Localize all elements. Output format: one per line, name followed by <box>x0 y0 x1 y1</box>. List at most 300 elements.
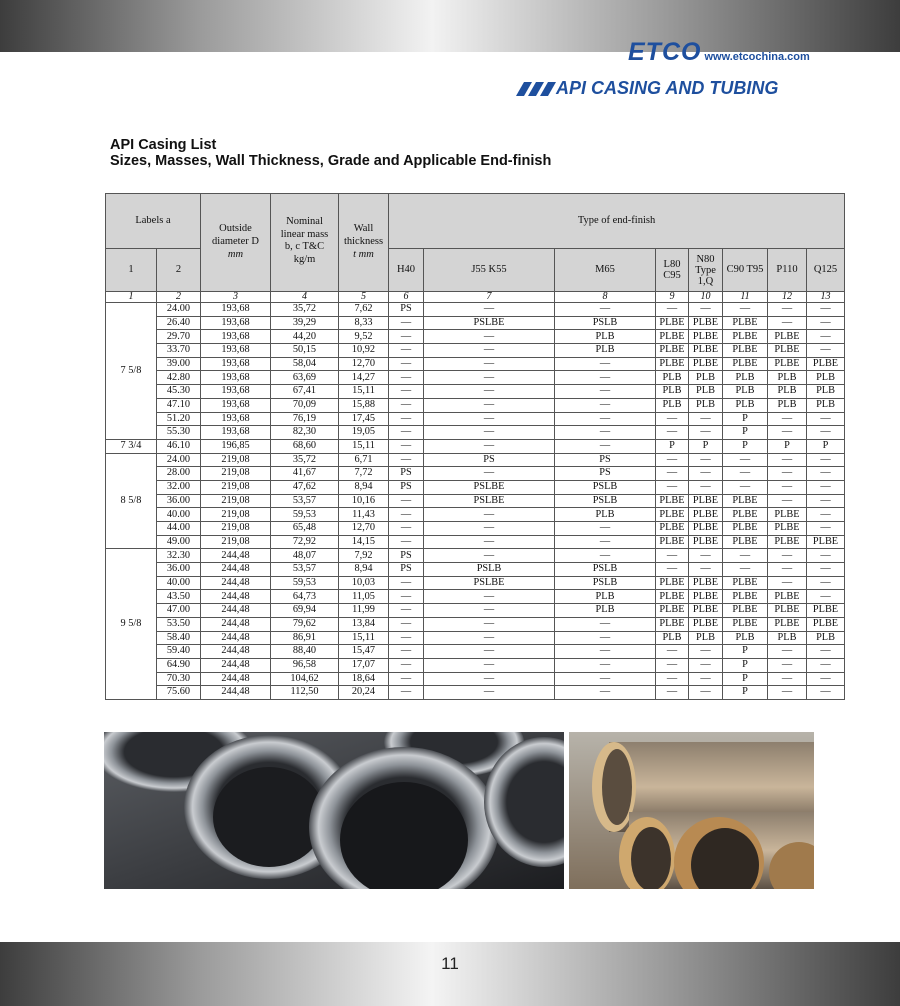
table-cell: 17,07 <box>339 658 389 672</box>
table-cell: 72,92 <box>271 535 339 549</box>
table-cell: 244,48 <box>201 617 271 631</box>
size-label: 7 3/4 <box>106 439 157 453</box>
table-cell: 14,27 <box>339 371 389 385</box>
table-cell: — <box>389 357 424 371</box>
table-cell: — <box>768 494 807 508</box>
table-row <box>106 344 845 358</box>
table-cell: 86,91 <box>271 631 339 645</box>
table-row <box>106 645 845 659</box>
table-cell: — <box>424 590 555 604</box>
column-number: 5 <box>339 292 389 303</box>
table-cell: PLBE <box>723 535 768 549</box>
table-cell: PSLBE <box>424 494 555 508</box>
table-cell: PLBE <box>723 494 768 508</box>
table-cell: PLBE <box>807 357 845 371</box>
size-label: 7 5/8 <box>106 303 157 440</box>
table-cell: 244,48 <box>201 672 271 686</box>
table-cell: P <box>723 658 768 672</box>
table-cell: 196,85 <box>201 439 271 453</box>
column-number: 6 <box>389 292 424 303</box>
table-cell: 10,16 <box>339 494 389 508</box>
brand-block <box>628 38 810 67</box>
table-cell: — <box>807 576 845 590</box>
table-row <box>106 617 845 631</box>
table-cell: PLB <box>807 371 845 385</box>
table-cell: 193,68 <box>201 371 271 385</box>
table-cell: PLBE <box>723 590 768 604</box>
table-cell: PLB <box>656 371 689 385</box>
table-cell: PLBE <box>723 344 768 358</box>
table-row <box>106 398 845 412</box>
table-cell: — <box>723 467 768 481</box>
table-cell: 70.30 <box>157 672 201 686</box>
table-cell: — <box>555 426 656 440</box>
table-cell: 59,53 <box>271 576 339 590</box>
table-cell: 219,08 <box>201 453 271 467</box>
table-cell: — <box>424 522 555 536</box>
table-cell: PSLB <box>555 316 656 330</box>
table-cell: 24.00 <box>157 303 201 317</box>
table-cell: — <box>555 686 656 700</box>
table-cell: — <box>656 549 689 563</box>
table-cell: PLBE <box>656 604 689 618</box>
table-cell: PLBE <box>723 508 768 522</box>
table-cell: — <box>723 303 768 317</box>
table-cell: PSLB <box>555 576 656 590</box>
table-cell: 68,60 <box>271 439 339 453</box>
table-cell: PS <box>389 480 424 494</box>
table-cell: — <box>656 672 689 686</box>
table-cell: 219,08 <box>201 494 271 508</box>
table-cell: 244,48 <box>201 686 271 700</box>
table-cell: — <box>656 412 689 426</box>
table-cell: 244,48 <box>201 645 271 659</box>
table-cell: 11,99 <box>339 604 389 618</box>
table-cell: PLBE <box>656 494 689 508</box>
table-cell: 35,72 <box>271 303 339 317</box>
table-cell: PLBE <box>689 590 723 604</box>
table-cell: PLBE <box>768 357 807 371</box>
table-row <box>106 439 845 453</box>
table-row <box>106 522 845 536</box>
table-cell: 36.00 <box>157 494 201 508</box>
table-row <box>106 453 845 467</box>
table-cell: P <box>807 439 845 453</box>
table-cell: 64,73 <box>271 590 339 604</box>
table-cell: — <box>807 686 845 700</box>
table-cell: PLBE <box>807 617 845 631</box>
table-row <box>106 412 845 426</box>
table-cell: — <box>424 631 555 645</box>
table-cell: — <box>389 385 424 399</box>
table-cell: — <box>555 535 656 549</box>
table-cell: PLBE <box>689 494 723 508</box>
section-title: API CASING AND TUBING <box>556 78 779 98</box>
table-cell: P <box>723 439 768 453</box>
table-cell: PLBE <box>807 535 845 549</box>
table-cell: 193,68 <box>201 412 271 426</box>
table-cell: PLBE <box>768 344 807 358</box>
table-cell: 15,11 <box>339 385 389 399</box>
column-number: 10 <box>689 292 723 303</box>
sub-label-1: 1 <box>106 249 157 292</box>
table-cell: — <box>807 467 845 481</box>
table-cell: 6,71 <box>339 453 389 467</box>
table-cell: 26.40 <box>157 316 201 330</box>
table-cell: PLBE <box>656 590 689 604</box>
table-cell: PLBE <box>723 357 768 371</box>
column-number: 2 <box>157 292 201 303</box>
table-cell: 219,08 <box>201 508 271 522</box>
table-cell: — <box>555 357 656 371</box>
table-cell: 40.00 <box>157 508 201 522</box>
table-cell: — <box>424 371 555 385</box>
table-cell: 33.70 <box>157 344 201 358</box>
table-cell: 7,92 <box>339 549 389 563</box>
table-cell: — <box>389 590 424 604</box>
table-cell: — <box>768 686 807 700</box>
table-cell: 58,04 <box>271 357 339 371</box>
table-cell: — <box>768 412 807 426</box>
table-cell: — <box>424 385 555 399</box>
table-cell: — <box>555 645 656 659</box>
table-cell: — <box>555 631 656 645</box>
size-label: 8 5/8 <box>106 453 157 549</box>
table-cell: — <box>424 604 555 618</box>
table-cell: 244,48 <box>201 590 271 604</box>
table-row <box>106 576 845 590</box>
table-cell: 44,20 <box>271 330 339 344</box>
casing-table <box>105 193 845 700</box>
table-cell: — <box>555 439 656 453</box>
table-cell: 10,92 <box>339 344 389 358</box>
table-cell: — <box>656 658 689 672</box>
table-cell: PLBE <box>723 617 768 631</box>
table-row <box>106 686 845 700</box>
table-cell: PLBE <box>768 522 807 536</box>
table-cell: — <box>555 398 656 412</box>
table-cell: 15,11 <box>339 631 389 645</box>
table-cell: 53.50 <box>157 617 201 631</box>
table-cell: P <box>723 645 768 659</box>
table-cell: — <box>555 672 656 686</box>
table-cell: 244,48 <box>201 631 271 645</box>
table-row <box>106 357 845 371</box>
od-header: Outside diameter D mm <box>201 194 271 292</box>
table-cell: 219,08 <box>201 480 271 494</box>
column-number: 13 <box>807 292 845 303</box>
table-cell: 69,94 <box>271 604 339 618</box>
table-cell: — <box>555 412 656 426</box>
table-cell: 219,08 <box>201 522 271 536</box>
table-cell: 35,72 <box>271 453 339 467</box>
table-cell: — <box>424 467 555 481</box>
table-cell: 17,45 <box>339 412 389 426</box>
table-cell: PLB <box>555 604 656 618</box>
table-cell: PLB <box>656 631 689 645</box>
table-row <box>106 563 845 577</box>
photo-casing-pipes <box>569 732 814 889</box>
table-cell: 244,48 <box>201 658 271 672</box>
table-cell: PLBE <box>656 344 689 358</box>
table-cell: PSLB <box>555 480 656 494</box>
table-cell: PLBE <box>723 576 768 590</box>
table-cell: 193,68 <box>201 385 271 399</box>
table-cell: — <box>656 480 689 494</box>
table-cell: P <box>723 412 768 426</box>
table-cell: — <box>768 480 807 494</box>
table-cell: — <box>424 686 555 700</box>
table-cell: — <box>424 658 555 672</box>
table-cell: PLB <box>555 330 656 344</box>
table-cell: 47.00 <box>157 604 201 618</box>
table-cell: 50,15 <box>271 344 339 358</box>
table-cell: 193,68 <box>201 426 271 440</box>
table-row <box>106 426 845 440</box>
size-label: 9 5/8 <box>106 549 157 700</box>
table-cell: — <box>656 303 689 317</box>
table-cell: — <box>723 480 768 494</box>
table-cell: 8,33 <box>339 316 389 330</box>
column-number: 1 <box>106 292 157 303</box>
stripes-icon <box>516 82 556 96</box>
table-cell: 43.50 <box>157 590 201 604</box>
table-cell: — <box>389 398 424 412</box>
table-cell: 15,11 <box>339 439 389 453</box>
table-cell: 8,94 <box>339 563 389 577</box>
table-cell: 49.00 <box>157 535 201 549</box>
table-cell: 193,68 <box>201 303 271 317</box>
table-cell: 193,68 <box>201 357 271 371</box>
table-cell: P <box>723 686 768 700</box>
table-row <box>106 316 845 330</box>
column-number: 7 <box>424 292 555 303</box>
grade-n80: N80 Type 1,Q <box>689 249 723 292</box>
table-cell: 48,07 <box>271 549 339 563</box>
table-cell: 64.90 <box>157 658 201 672</box>
table-cell: — <box>656 467 689 481</box>
table-cell: — <box>389 631 424 645</box>
table-cell: — <box>424 617 555 631</box>
bottom-gradient-bar <box>0 942 900 1006</box>
table-cell: PLB <box>768 371 807 385</box>
table-cell: — <box>656 645 689 659</box>
table-cell: PLBE <box>689 576 723 590</box>
grade-p110: P110 <box>768 249 807 292</box>
table-cell: — <box>389 522 424 536</box>
table-cell: 53,57 <box>271 494 339 508</box>
table-cell: 39,29 <box>271 316 339 330</box>
table-cell: 28.00 <box>157 467 201 481</box>
table-cell: — <box>768 303 807 317</box>
table-cell: PLB <box>768 631 807 645</box>
table-cell: P <box>656 439 689 453</box>
table-cell: — <box>807 453 845 467</box>
table-cell: PLBE <box>689 316 723 330</box>
table-cell: 244,48 <box>201 576 271 590</box>
table-cell: 47.10 <box>157 398 201 412</box>
table-cell: PLBE <box>689 344 723 358</box>
table-cell: 32.30 <box>157 549 201 563</box>
table-cell: — <box>424 330 555 344</box>
table-row <box>106 371 845 385</box>
grade-c90: C90 T95 <box>723 249 768 292</box>
table-cell: — <box>807 480 845 494</box>
table-cell: — <box>807 549 845 563</box>
title-line-1: API Casing List <box>110 137 217 153</box>
photo-casing-couplings <box>104 732 564 889</box>
table-cell: — <box>424 303 555 317</box>
table-cell: — <box>689 426 723 440</box>
table-cell: — <box>689 658 723 672</box>
table-cell: — <box>389 672 424 686</box>
table-cell: — <box>424 357 555 371</box>
table-cell: PS <box>555 467 656 481</box>
table-cell: — <box>689 686 723 700</box>
table-cell: PLBE <box>656 576 689 590</box>
table-cell: PLB <box>555 590 656 604</box>
header-row-1 <box>106 194 845 249</box>
column-number: 3 <box>201 292 271 303</box>
table-cell: 59.40 <box>157 645 201 659</box>
table-cell: PLB <box>807 631 845 645</box>
table-cell: 41,67 <box>271 467 339 481</box>
table-cell: 24.00 <box>157 453 201 467</box>
table-cell: 29.70 <box>157 330 201 344</box>
website-url[interactable]: www.etcochina.com <box>704 51 810 63</box>
table-cell: PLBE <box>689 357 723 371</box>
table-cell: — <box>389 508 424 522</box>
table-cell: 82,30 <box>271 426 339 440</box>
table-cell: — <box>656 563 689 577</box>
table-cell: P <box>768 439 807 453</box>
table-cell: — <box>807 590 845 604</box>
table-cell: 76,19 <box>271 412 339 426</box>
table-cell: 12,70 <box>339 522 389 536</box>
table-cell: P <box>723 426 768 440</box>
table-row <box>106 535 845 549</box>
table-cell: 193,68 <box>201 330 271 344</box>
end-finish-header: Type of end-finish <box>389 194 845 249</box>
table-cell: PLBE <box>723 522 768 536</box>
table-cell: PLBE <box>689 508 723 522</box>
table-row <box>106 330 845 344</box>
table-cell: — <box>768 658 807 672</box>
table-cell: 46.10 <box>157 439 201 453</box>
etco-logo: ETCO <box>628 38 702 66</box>
table-cell: 12,70 <box>339 357 389 371</box>
table-cell: — <box>807 645 845 659</box>
table-cell: — <box>389 686 424 700</box>
table-cell: 219,08 <box>201 535 271 549</box>
mass-header: Nominal linear mass b, c T&C kg/m <box>271 194 339 292</box>
table-cell: 75.60 <box>157 686 201 700</box>
table-row <box>106 494 845 508</box>
table-cell: 193,68 <box>201 344 271 358</box>
table-cell: 88,40 <box>271 645 339 659</box>
table-cell: 45.30 <box>157 385 201 399</box>
table-cell: PS <box>555 453 656 467</box>
table-cell: — <box>555 385 656 399</box>
table-cell: 9,52 <box>339 330 389 344</box>
table-cell: PLBE <box>689 330 723 344</box>
table-cell: 59,53 <box>271 508 339 522</box>
table-cell: 65,48 <box>271 522 339 536</box>
table-cell: 7,62 <box>339 303 389 317</box>
table-cell: 58.40 <box>157 631 201 645</box>
table-cell: — <box>768 549 807 563</box>
table-cell: — <box>389 371 424 385</box>
grade-q125: Q125 <box>807 249 845 292</box>
table-cell: 32.00 <box>157 480 201 494</box>
table-cell: PLBE <box>689 522 723 536</box>
table-cell: 79,62 <box>271 617 339 631</box>
column-number: 11 <box>723 292 768 303</box>
table-cell: 47,62 <box>271 480 339 494</box>
grade-m65: M65 <box>555 249 656 292</box>
title-line-2: Sizes, Masses, Wall Thickness, Grade and Applicable End-finish <box>110 153 552 169</box>
page-number: 11 <box>441 954 459 973</box>
table-cell: 15,88 <box>339 398 389 412</box>
table-row <box>106 480 845 494</box>
table-cell: 67,41 <box>271 385 339 399</box>
table-cell: PSLB <box>555 563 656 577</box>
table-cell: PLBE <box>807 604 845 618</box>
table-cell: PLB <box>656 398 689 412</box>
table-cell: — <box>424 398 555 412</box>
table-cell: 40.00 <box>157 576 201 590</box>
table-cell: — <box>389 330 424 344</box>
table-cell: PLB <box>723 371 768 385</box>
table-cell: — <box>768 467 807 481</box>
table-cell: — <box>424 439 555 453</box>
table-row <box>106 604 845 618</box>
table-cell: — <box>389 316 424 330</box>
table-cell: — <box>424 672 555 686</box>
table-cell: — <box>389 453 424 467</box>
table-cell: — <box>389 604 424 618</box>
table-cell: 10,03 <box>339 576 389 590</box>
table-cell: 219,08 <box>201 467 271 481</box>
table-cell: — <box>424 412 555 426</box>
table-cell: 11,43 <box>339 508 389 522</box>
table-cell: — <box>424 508 555 522</box>
wall-header: Wall thickness t mm <box>339 194 389 292</box>
table-cell: PLBE <box>768 590 807 604</box>
table-cell: — <box>424 549 555 563</box>
table-cell: PSLB <box>555 494 656 508</box>
table-cell: 51.20 <box>157 412 201 426</box>
table-cell: PLB <box>656 385 689 399</box>
table-cell: — <box>689 563 723 577</box>
table-cell: PLBE <box>768 535 807 549</box>
table-cell: 63,69 <box>271 371 339 385</box>
table-cell: — <box>768 576 807 590</box>
table-cell: PSLB <box>424 563 555 577</box>
table-cell: P <box>689 439 723 453</box>
table-cell: — <box>723 563 768 577</box>
table-cell: 55.30 <box>157 426 201 440</box>
table-cell: — <box>389 494 424 508</box>
table-cell: — <box>555 617 656 631</box>
table-cell: PLB <box>689 385 723 399</box>
table-cell: — <box>807 344 845 358</box>
column-number: 9 <box>656 292 689 303</box>
table-cell: — <box>555 303 656 317</box>
table-cell: — <box>807 658 845 672</box>
table-cell: — <box>389 426 424 440</box>
table-cell: PLBE <box>768 508 807 522</box>
